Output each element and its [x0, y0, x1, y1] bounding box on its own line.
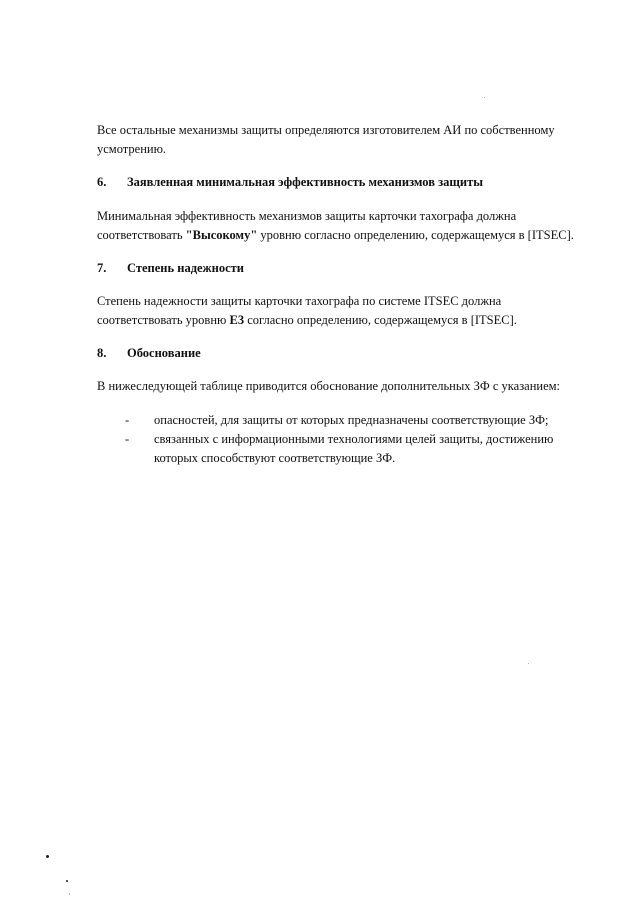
- list-item: [125, 430, 585, 468]
- section-title: Обоснование: [127, 346, 201, 360]
- emphasis-text: E3: [229, 313, 245, 327]
- emphasis-text: "Высокому": [185, 228, 258, 242]
- section-number: 6.: [97, 175, 107, 189]
- rationale-paragraph: В нижеследующей таблице приводится обоснование дополнительных ЗФ с указанием:: [97, 379, 561, 393]
- text-run: Минимальная эффективность механизмов защиты карточки тахографа должна соответствовать: [97, 209, 517, 242]
- list-item: [125, 411, 585, 430]
- list-dash: -: [125, 432, 130, 446]
- scan-speck: [484, 97, 485, 98]
- text-run: согласно определению, содержащемуся в [ITSEC].: [244, 313, 517, 327]
- section-title: Заявленная минимальная эффективность механизмов защиты: [127, 175, 484, 189]
- section-heading-7: [97, 259, 577, 278]
- section-number: 8.: [97, 346, 107, 360]
- scan-speck: [69, 893, 70, 895]
- text-run: Степень надежности защиты карточки тахографа по системе ITSEC должна соответствовать уровню: [97, 294, 502, 327]
- efficiency-paragraph: [97, 207, 577, 245]
- scan-speck: [66, 880, 68, 882]
- intro-paragraph: Все остальные механизмы защиты определяются изготовителем АИ по собственному усмотрению.: [97, 123, 555, 156]
- section-heading-8: [97, 344, 577, 363]
- assurance-paragraph: [97, 292, 577, 330]
- section-number: 7.: [97, 261, 107, 275]
- text-run: уровню согласно определению, содержащемуся в [ITSEC].: [257, 228, 574, 242]
- scan-speck: [528, 663, 529, 664]
- rationale-list: [125, 411, 585, 468]
- scan-speck: [46, 855, 49, 858]
- list-item-text: связанных с информационными технологиями целей защиты, достижению которых способствуют соответствующие ЗФ.: [154, 432, 554, 465]
- section-heading-6: [97, 173, 577, 192]
- section-title: Степень надежности: [127, 261, 244, 275]
- list-item-text: опасностей, для защиты от которых предназначены соответствующие ЗФ;: [154, 413, 549, 427]
- list-dash: -: [125, 413, 130, 427]
